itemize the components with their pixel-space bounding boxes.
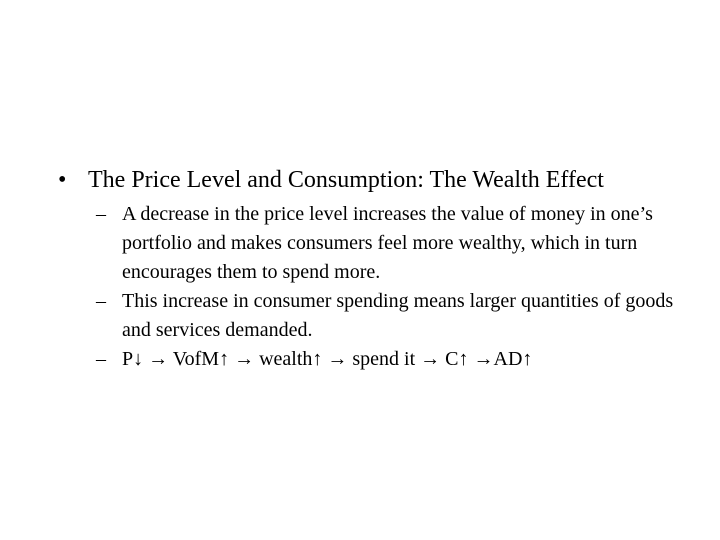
dash-marker: – — [96, 290, 106, 312]
sub-bullet-item — [96, 200, 698, 287]
sub-bullet-text: P↓ → VofM↑ → wealth↑ → spend it → C↑ →AD↑ — [122, 348, 533, 370]
dash-marker: – — [96, 203, 106, 225]
dash-marker: – — [96, 348, 106, 370]
sub-bullet-item — [96, 345, 698, 374]
slide-content — [58, 164, 698, 374]
main-bullet-text: The Price Level and Consumption: The Wealth Effect — [88, 167, 604, 193]
bullet-marker: • — [58, 167, 67, 193]
main-bullet — [58, 164, 698, 196]
sub-bullet-list — [58, 200, 698, 374]
sub-bullet-text: This increase in consumer spending means larger quantities of goods and services demanded. — [122, 290, 674, 341]
sub-bullet-text: A decrease in the price level increases the value of money in one’s portfolio and makes consumers feel more wealthy, which in turn encourages them to spend more. — [122, 203, 653, 283]
sub-bullet-item — [96, 287, 698, 345]
